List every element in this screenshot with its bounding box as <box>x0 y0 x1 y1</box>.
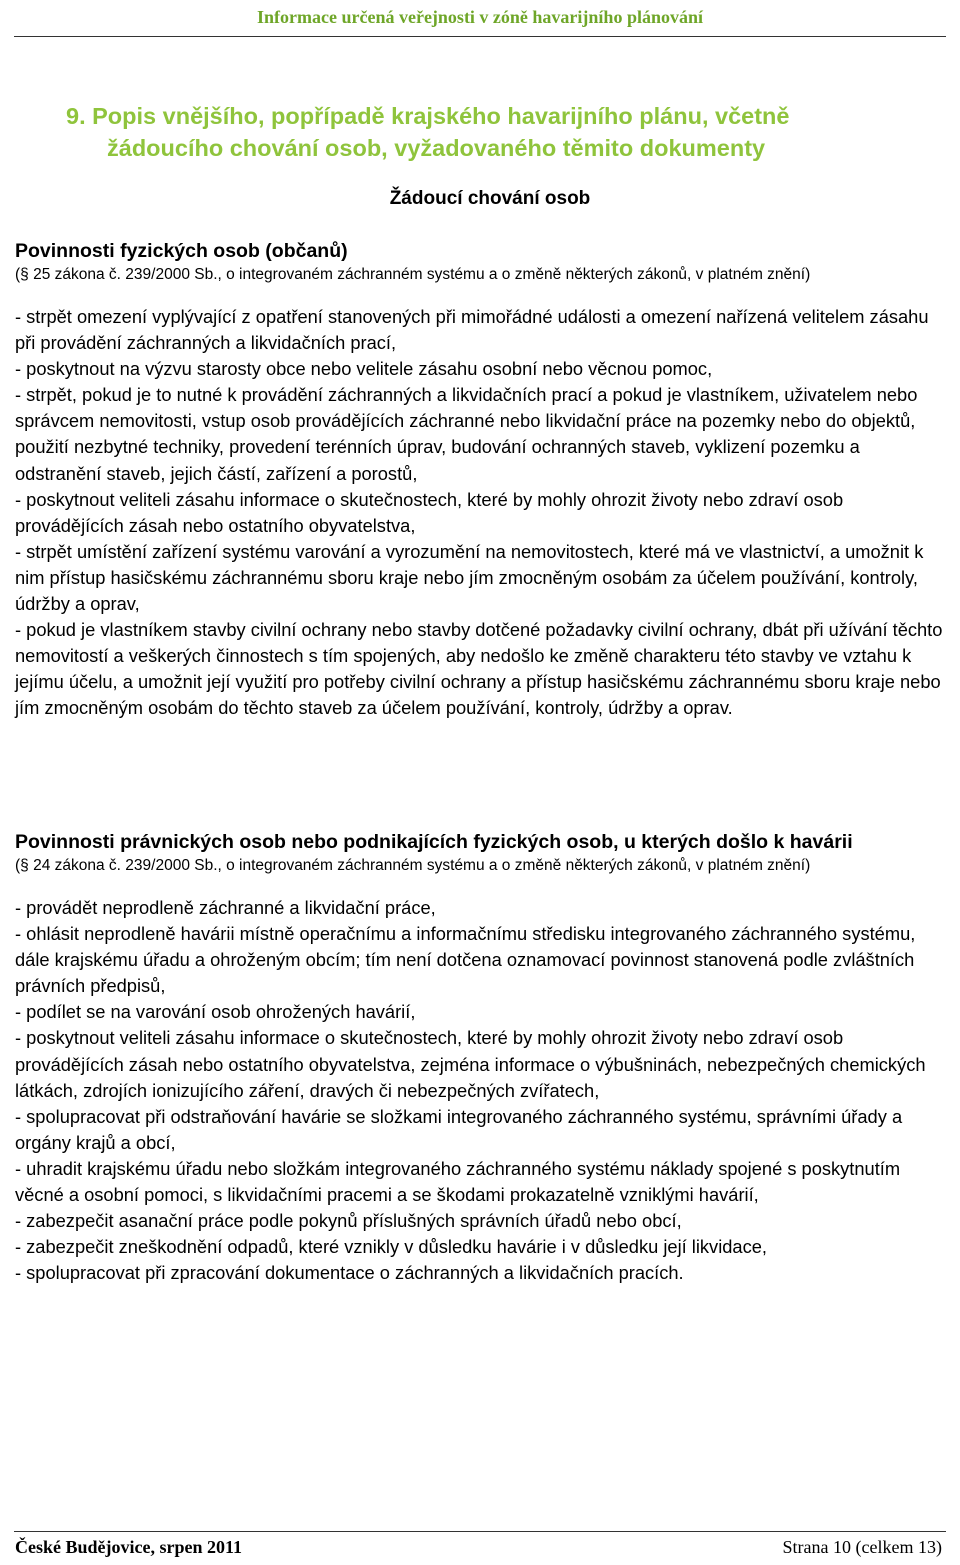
list-item: - podílet se na varování osob ohrožených havárií, <box>15 1001 416 1023</box>
header-divider <box>14 36 946 37</box>
list-item: - spolupracovat při zpracování dokumentace o záchranných a likvidačních pracích. <box>15 1262 684 1284</box>
list-item: - zabezpečit asanační práce podle pokynů příslušných správních úřadů nebo obcí, <box>15 1210 682 1232</box>
title-line-1: 9. Popis vnějšího, popřípadě krajského havarijního plánu, včetně <box>66 103 790 129</box>
list-item: - strpět, pokud je to nutné k provádění záchranných a likvidačních prací a pokud je vlastníkem, uživatelem nebo správcem nemovitosti, vstup osob provádějících záchranné nebo likvidační práce na pozemky nebo do objektů, použití nezbytné techniky, provedení terénních úprav, budování ochranných staveb, vyklizení pozemku a odstranění staveb, jejich částí, zařízení a porostů, <box>15 384 918 484</box>
list-item: - strpět umístění zařízení systému varování a vyrozumění na nemovitostech, které má ve vlastnictví, a umožnit k nim přístup hasičskému záchrannému sboru kraje nebo jím zmocněným osobám za účelem používání, kontroly, údržby a oprav, <box>15 540 924 615</box>
title-line-2: žádoucího chování osob, vyžadovaného těmito dokumenty <box>107 135 766 161</box>
footer-place-date: České Budějovice, srpen 2011 <box>15 1537 242 1557</box>
list-item: - pokud je vlastníkem stavby civilní ochrany nebo stavby dotčené požadavky civilní ochrany, dbát při užívání těchto nemovitostí a veškerých činnostech s tím spojených, aby nedošlo ke změně charakteru této stavby ve vztahu k jejímu účelu, a umožnit její využití pro potřeby civilní ochrany a přístup hasičskému záchrannému sboru kraje nebo jím zmocněným osobám do těchto staveb za účelem používání, kontroly, údržby a oprav. <box>15 619 943 719</box>
list-item: - uhradit krajskému úřadu nebo složkám integrovaného záchranného systému náklady spojené s poskytnutím věcné a osobní pomoci, s likvidačními pracemi a se škodami prokazatelně vzniklými havárií, <box>15 1157 901 1206</box>
header-text: Informace určená veřejnosti v zóně havarijního plánování <box>257 7 703 27</box>
footer-page-number: Strana 10 (celkem 13) <box>782 1537 942 1557</box>
section-citizens-law: (§ 25 zákona č. 239/2000 Sb., o integrovaném záchranném systému a o změně některých zákonů, v platném znění) <box>15 266 811 283</box>
section-citizens-heading: Povinnosti fyzických osob (občanů) <box>15 240 348 262</box>
section-companies-list <box>15 895 950 1286</box>
section-title <box>66 100 946 164</box>
footer-divider <box>14 1531 946 1532</box>
section-companies-law: (§ 24 zákona č. 239/2000 Sb., o integrovaném záchranném systému a o změně některých zákonů, v platném znění) <box>15 857 811 874</box>
list-item: - spolupracovat při odstraňování havárie se složkami integrovaného záchranného systému, správními úřady a orgány krajů a obcí, <box>15 1105 903 1153</box>
list-item: - zabezpečit zneškodnění odpadů, které vznikly v důsledku havárie i v důsledku její likvidace, <box>15 1236 767 1258</box>
list-item: - poskytnout na výzvu starosty obce nebo velitele zásahu osobní nebo věcnou pomoc, <box>15 358 713 380</box>
list-item: - poskytnout veliteli zásahu informace o skutečnostech, které by mohly ohrozit životy nebo zdraví osob provádějících zásah nebo ostatního obyvatelstva, <box>15 488 844 536</box>
section-citizens-list <box>15 304 950 722</box>
subtitle: Žádoucí chování osob <box>389 188 591 209</box>
list-item: - provádět neprodleně záchranné a likvidační práce, <box>15 897 436 918</box>
section-companies-heading: Povinnosti právnických osob nebo podnikajících fyzických osob, u kterých došlo k havárii <box>15 831 853 853</box>
section-citizens <box>15 238 950 722</box>
page-header <box>0 0 960 40</box>
list-item: - ohlásit neprodleně havárii místně operačnímu a informačnímu středisku integrovaného záchranného systému, dále krajskému úřadu a ohroženým obcím; tím není dotčena oznamovací povinnost stanovená podle zvláštních právních předpisů, <box>15 923 916 997</box>
list-item: - poskytnout veliteli zásahu informace o skutečnostech, které by mohly ohrozit životy nebo zdraví osob provádějících zásah nebo ostatního obyvatelstva, zejména informace o výbušninách, nebezpečných chemických látkách, zdrojích ionizujícího záření, dravých či nebezpečných zvířatech, <box>15 1027 926 1101</box>
list-item: - strpět omezení vyplývající z opatření stanovených při mimořádné události a omezení nařízená velitelem zásahu při provádění záchranných a likvidačních prací, <box>15 306 929 354</box>
section-companies <box>15 829 950 1286</box>
